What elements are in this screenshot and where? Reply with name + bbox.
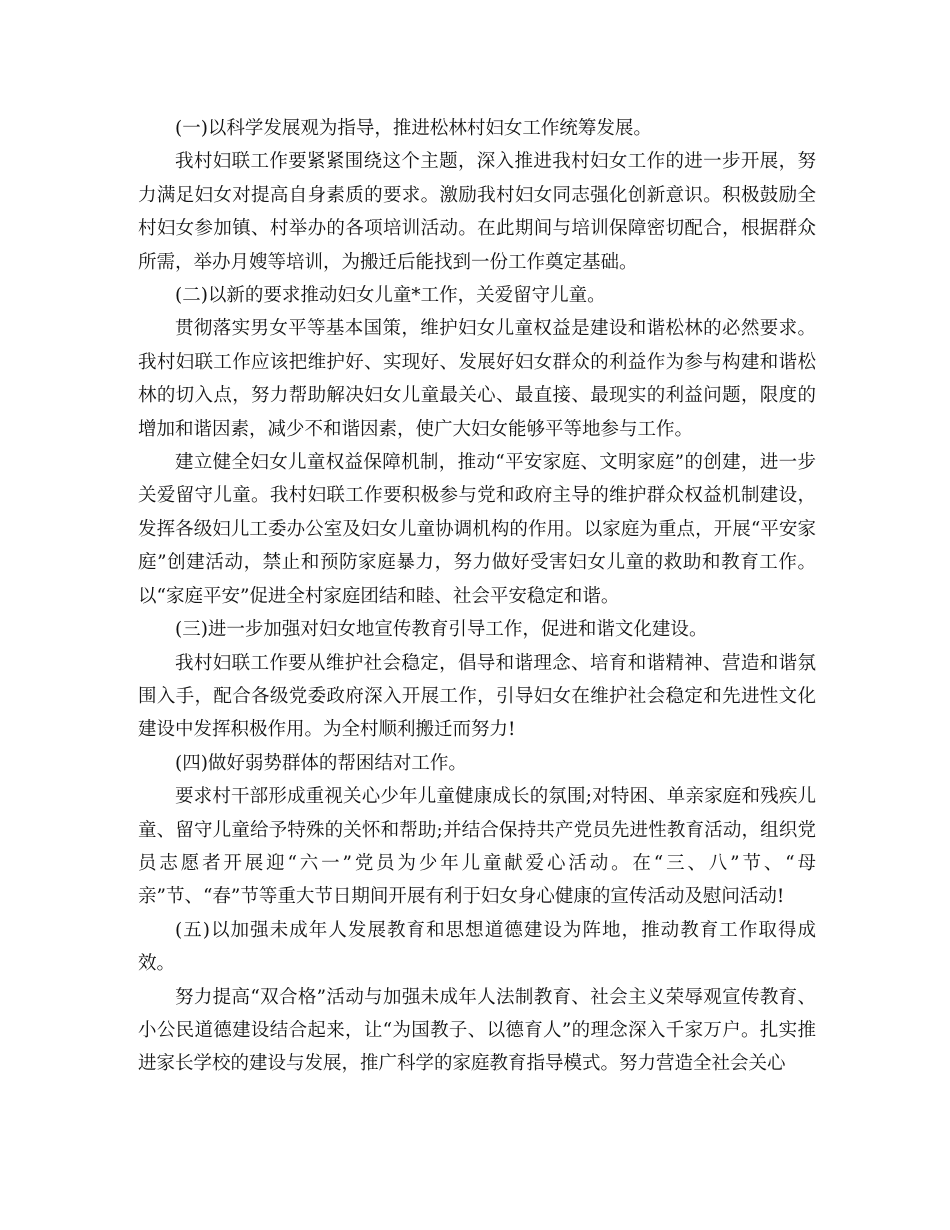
body-paragraph-6: 努力提高“双合格”活动与加强未成年人法制教育、社会主义荣辱观宣传教育、小公民道德建设结合起来，让“为国教子、以德育人”的理念深入千家万户。扎实推进家长学校的建设与发展，推广科学的家庭教育指导模式。努力营造全社会关心 bbox=[138, 986, 816, 1075]
section-heading-5: (五)以加强未成年人发展教育和思想道德建设为阵地，推动教育工作取得成效。 bbox=[138, 919, 816, 975]
section-heading-2: (二)以新的要求推动妇女儿童*工作，关爱留守儿童。 bbox=[175, 285, 606, 307]
body-paragraph-1: 我村妇联工作要紧紧围绕这个主题，深入推进我村妇女工作的进一步开展，努力满足妇女对提高自身素质的要求。激励我村妇女同志强化创新意识。积极鼓励全村妇女参加镇、村举办的各项培训活动。在此期间与培训保障密切配合，根据群众所需，举办月嫂等培训，为搬迁后能找到一份工作奠定基础。 bbox=[138, 151, 816, 273]
document-body bbox=[138, 112, 816, 1081]
section-heading-4: (四)做好弱势群体的帮困结对工作。 bbox=[175, 752, 467, 774]
body-paragraph-3: 建立健全妇女儿童权益保障机制，推动“平安家庭、文明家庭”的创建，进一步关爱留守儿童。我村妇联工作要积极参与党和政府主导的维护群众权益机制建设，发挥各级妇儿工委办公室及妇女儿童协调机构的作用。以家庭为重点，开展“平安家庭”创建活动，禁止和预防家庭暴力，努力做好受害妇女儿童的救助和教育工作。以“家庭平安”促进全村家庭团结和睦、社会平安稳定和谐。 bbox=[138, 452, 816, 607]
body-paragraph-5: 要求村干部形成重视关心少年儿童健康成长的氛围;对特困、单亲家庭和残疾儿童、留守儿童给予特殊的关怀和帮助;并结合保持共产党员先进性教育活动，组织党员志愿者开展迎“六一”党员为少年儿童献爱心活动。在“三、八”节、“母亲”节、“春”节等重大节日期间开展有利于妇女身心健康的宣传活动及慰问活动! bbox=[138, 786, 816, 908]
body-paragraph-4: 我村妇联工作要从维护社会稳定，倡导和谐理念、培育和谐精神、营造和谐氛围入手，配合各级党委政府深入开展工作，引导妇女在维护社会稳定和先进性文化建设中发挥积极作用。为全村顺利搬迁而努力! bbox=[138, 652, 816, 741]
section-heading-3: (三)进一步加强对妇女地宣传教育引导工作，促进和谐文化建设。 bbox=[175, 619, 708, 641]
body-paragraph-2: 贯彻落实男女平等基本国策，维护妇女儿童权益是建设和谐松林的必然要求。我村妇联工作应该把维护好、实现好、发展好妇女群众的利益作为参与构建和谐松林的切入点，努力帮助解决妇女儿童最关心、最直接、最现实的利益问题，限度的增加和谐因素，减少不和谐因素，使广大妇女能够平等地参与工作。 bbox=[138, 318, 816, 440]
section-heading-1: (一)以科学发展观为指导，推进松林村妇女工作统筹发展。 bbox=[175, 118, 652, 139]
